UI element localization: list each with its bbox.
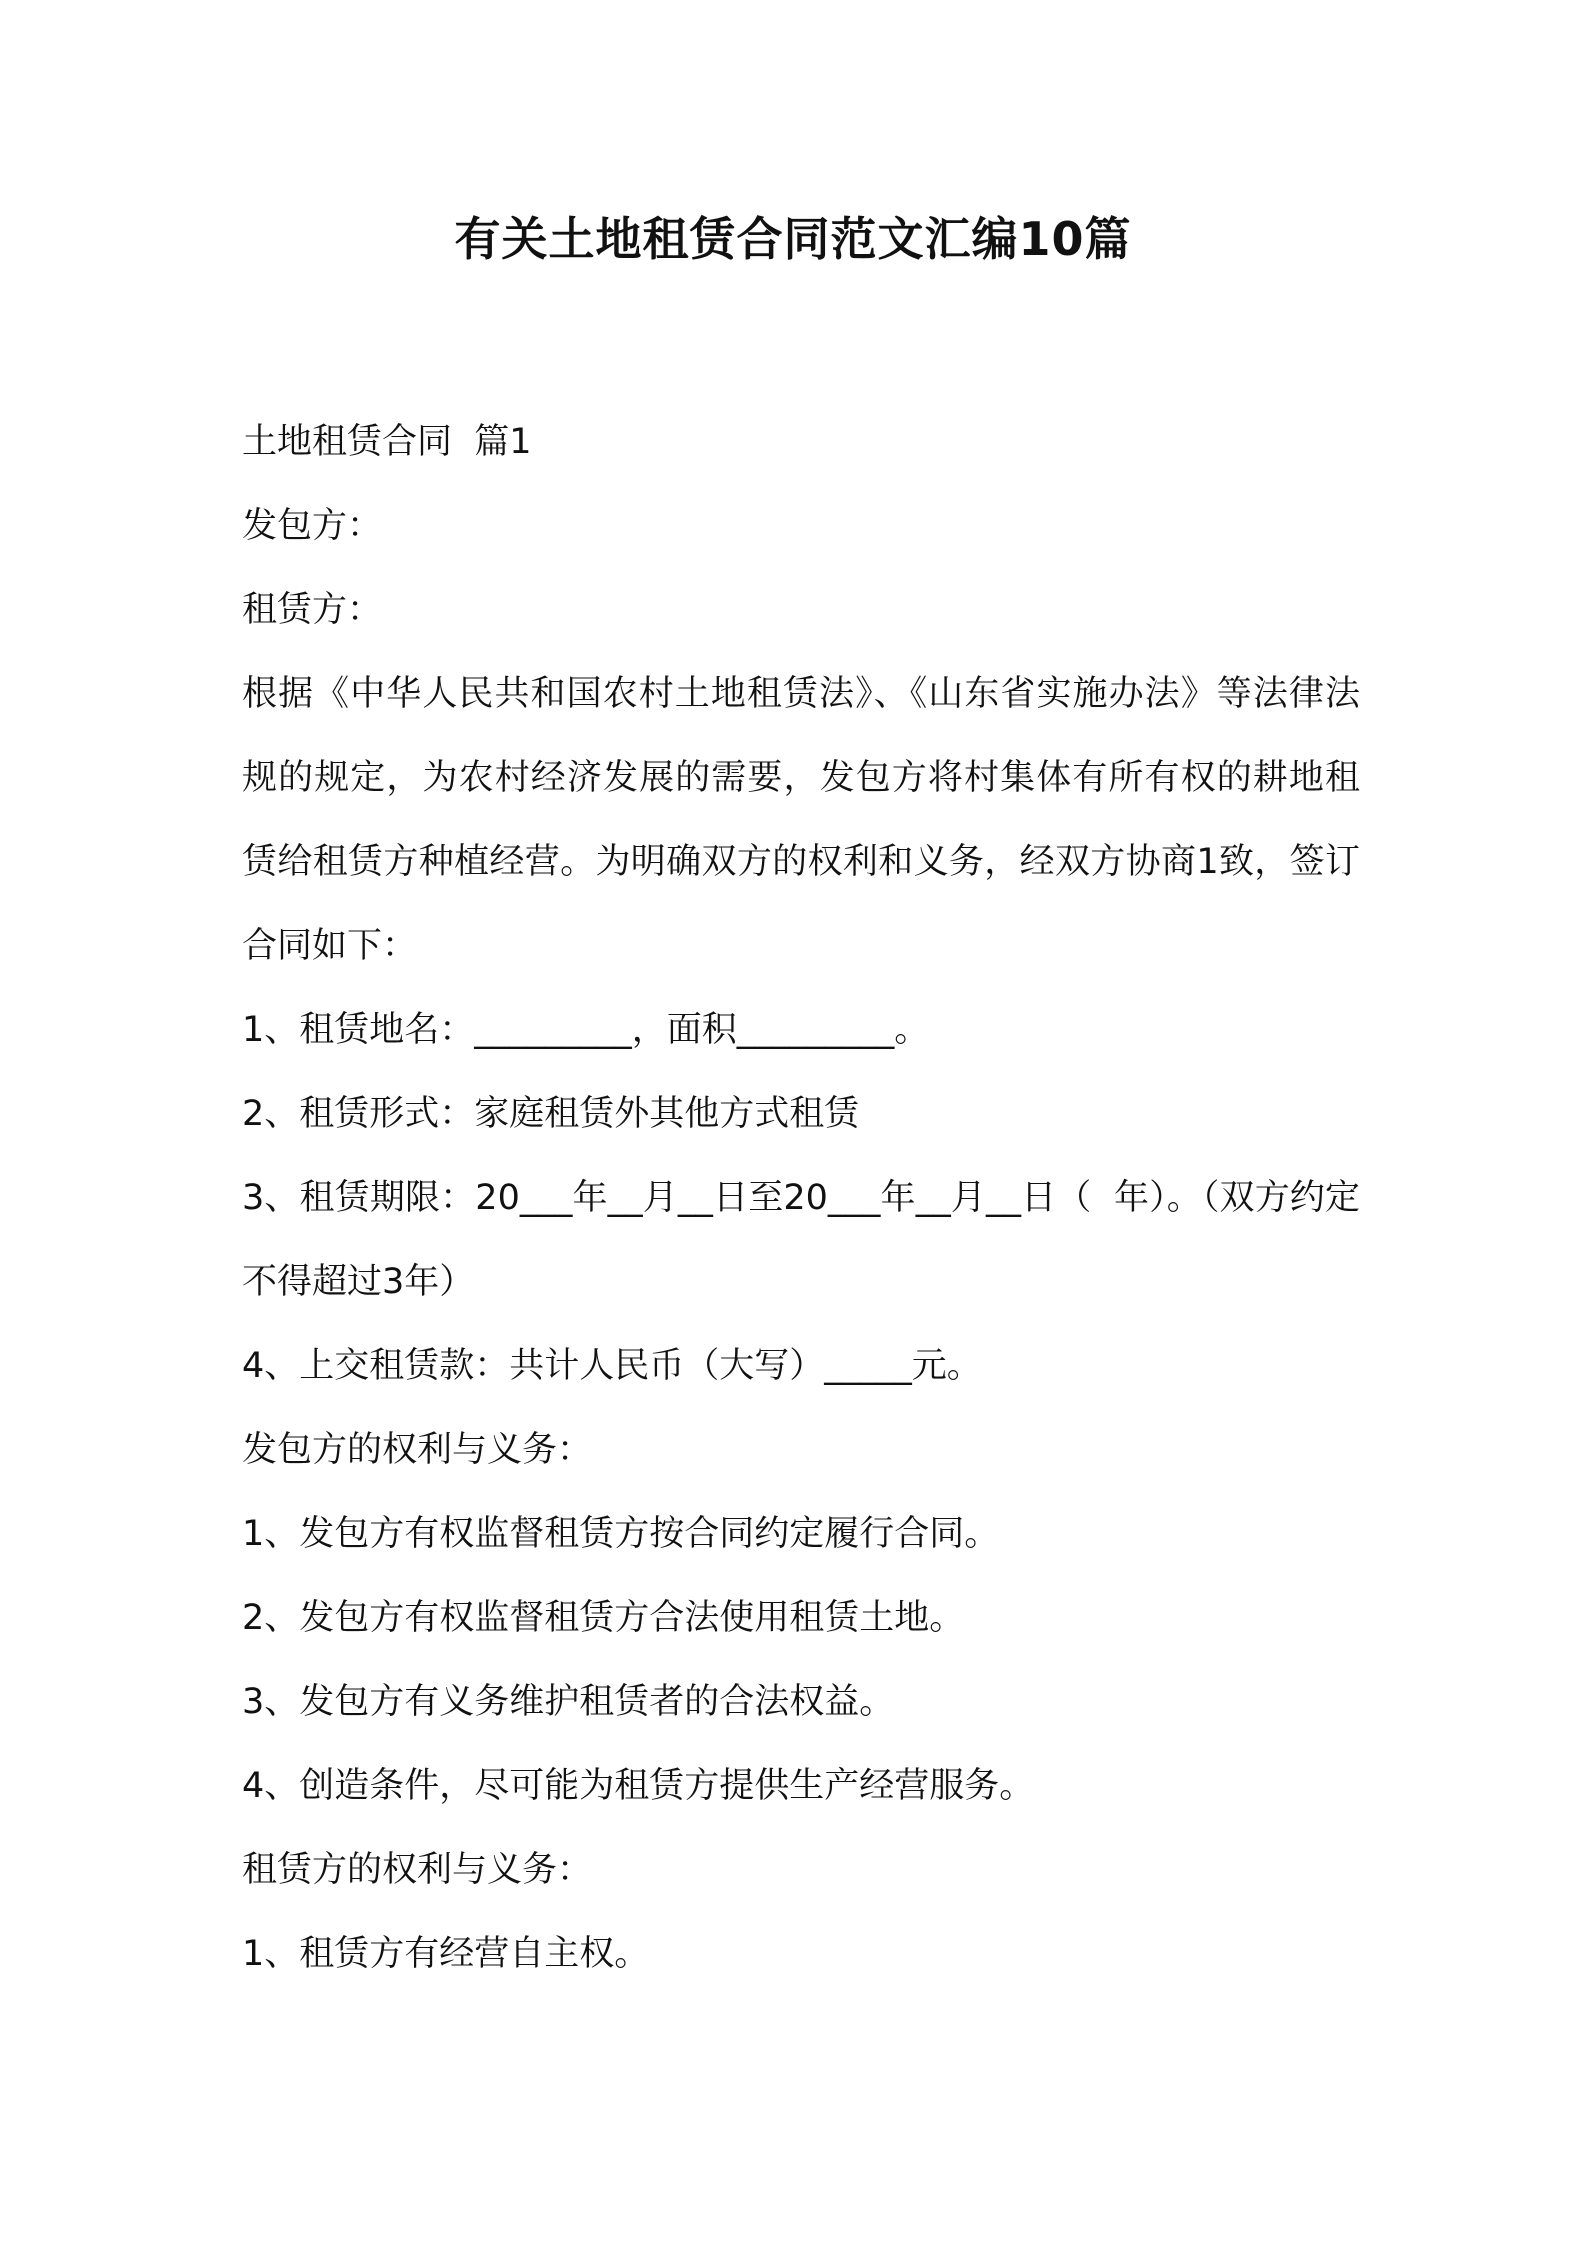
- paragraph: 租赁方：: [242, 590, 383, 630]
- section-heading: 土地租赁合同 篇1: [242, 422, 532, 462]
- paragraph: 4、上交租赁款：共计人民币（大写）_____元。: [242, 1346, 982, 1386]
- paragraph: 发包方的权利与义务：: [242, 1430, 593, 1470]
- paragraph: 3、租赁期限：20___年__月__日至20___年__月__日（ 年）。（双方约定不得超过3年）: [242, 1178, 1360, 1302]
- paragraph: 租赁方的权利与义务：: [242, 1850, 593, 1890]
- paragraph: 发包方：: [242, 506, 383, 546]
- paragraph: 4、创造条件，尽可能为租赁方提供生产经营服务。: [242, 1766, 1035, 1806]
- paragraph: 1、发包方有权监督租赁方按合同约定履行合同。: [242, 1514, 1000, 1554]
- document-body: [242, 400, 1360, 1996]
- paragraph: 1、租赁方有经营自主权。: [242, 1934, 650, 1974]
- paragraph: 3、发包方有义务维护租赁者的合法权益。: [242, 1682, 895, 1722]
- paragraph: 2、租赁形式：家庭租赁外其他方式租赁: [242, 1094, 860, 1134]
- paragraph: 根据《中华人民共和国农村土地租赁法》、《山东省实施办法》等法律法规的规定，为农村经济发展的需要，发包方将村集体有所有权的耕地租赁给租赁方种植经营。为明确双方的权利和义务，经双方协商1致，签订合同如下：: [242, 674, 1360, 966]
- paragraph: 1、租赁地名：_________，面积_________。: [242, 1010, 930, 1050]
- paragraph: 2、发包方有权监督租赁方合法使用租赁土地。: [242, 1598, 965, 1638]
- document-title: 有关土地租赁合同范文汇编10篇: [454, 212, 1132, 266]
